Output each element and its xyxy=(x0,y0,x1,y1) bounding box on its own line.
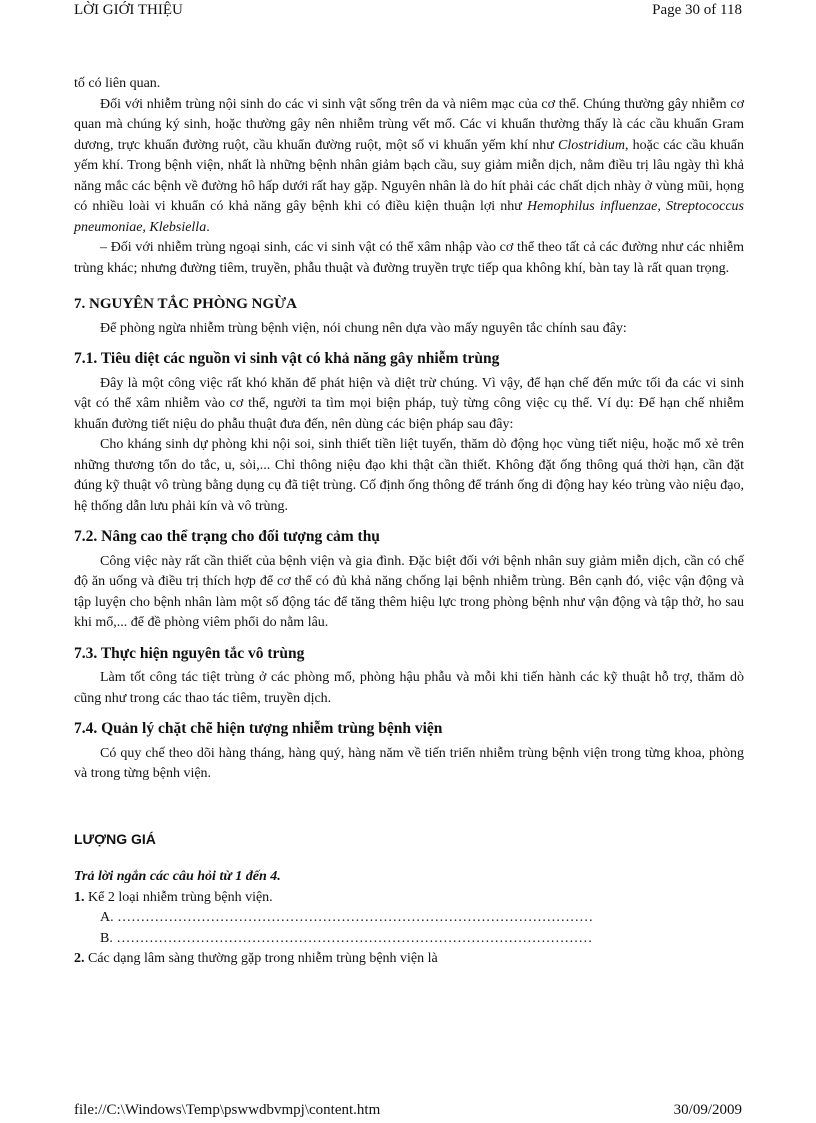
paragraph-endogenous: Đối với nhiễm trùng nội sinh do các vi sinh vật sống trên da và niêm mạc của cơ thể. Chúng thường gây nhiễm cơ quan mà chúng ký sinh, hoặc thường gây nên nhiễm trùng vết mổ. Các vi khuẩn thường thấy là các cầu khuẩn Gram dương, trực khuẩn đường ruột, cầu khuẩn đường ruột, một số vi khuẩn yếm khí như Clostridium, hoặc các cầu khuẩn yếm khí. Trong bệnh viện, nhất là những bệnh nhân giảm bạch cầu, suy giảm miễn dịch, nằm điều trị lâu ngày thì khả năng mắc các bệnh về đường hô hấp dưới rất hay gặp. Nguyên nhân là do hít phải các chất dịch nhày ở vùng mũi, họng có nhiều loài vi khuẩn có khả năng gây bệnh khi có điều kiện thuận lợi như Hemophilus influenzae, Streptococcus pneumoniae, Klebsiella. xyxy=(74,96,745,235)
section-heading-7-2: 7.2. Nâng cao thể trạng cho đối tượng cảm thụ xyxy=(74,528,380,545)
footer-date: 30/09/2009 xyxy=(673,1102,742,1118)
section-heading-7-3: 7.3. Thực hiện nguyên tắc vô trùng xyxy=(74,644,305,662)
paragraph: Đây là một công việc rất khó khăn để phát hiện và diệt trừ chúng. Vì vậy, để hạn chế đến mức tối đa các vi sinh vật có thể xâm nhiễm vào cơ thể, người ta tìm mọi biện pháp, tuỳ từng công việc cụ thể. Ví dụ: Để hạn chế nhiễm khuẩn đường tiết niệu do phẫu thuật đưa đến, nên dùng các biện pháp sau đây: xyxy=(74,375,744,432)
page-number: Page 30 of 118 xyxy=(652,2,742,18)
question-1: 1. Kể 2 loại nhiễm trùng bệnh viện. xyxy=(74,889,273,905)
answer-line-a: A. ………………………………………………………………………………………… xyxy=(100,910,594,925)
assessment-instruction: Trả lời ngắn các câu hỏi từ 1 đến 4. xyxy=(74,869,281,884)
paragraph: Cho kháng sinh dự phòng khi nội soi, sinh thiết tiền liệt tuyến, thăm dò động học vùng tiết niệu, hoặc mổ xẻ trên những thương tổn do tắc, u, sỏi,... Chỉ thông niệu đạo khi thật cần thiết. Không đặt ống thông quá thời hạn, cần đặt đúng kỹ thuật vô trùng bằng dụng cụ đã tiệt trùng. Cố định ống thông để tránh ống di động hay kéo trùng vào niệu đạo, hệ thống dẫn lưu phải kín và vô trùng. xyxy=(74,437,744,514)
paragraph: Có quy chế theo dõi hàng tháng, hàng quý, hàng năm về tiến triển nhiễm trùng bệnh viện trong từng khoa, phòng và trong từng bệnh viện. xyxy=(74,745,744,781)
section-heading-7-1: 7.1. Tiêu diệt các nguồn vi sinh vật có khả năng gây nhiễm trùng xyxy=(74,350,500,367)
footer-file-path: file://C:\Windows\Temp\pswwdbvmpj\content.htm xyxy=(74,1102,381,1118)
paragraph-exogenous: – Đối với nhiễm trùng ngoại sinh, các vi sinh vật có thể xâm nhập vào cơ thể theo tất cả các đường như các nhiễm trùng khác; nhưng đường tiêm, truyền, phẫu thuật và đường truyền trực tiếp qua không khí, bàn tay là rất quan trọng. xyxy=(74,240,744,276)
header-title: LỜI GIỚI THIỆU xyxy=(74,2,183,18)
paragraph: Để phòng ngừa nhiễm trùng bệnh viện, nói chung nên dựa vào mấy nguyên tắc chính sau đây: xyxy=(100,320,627,336)
section-heading-7-4: 7.4. Quản lý chặt chẽ hiện tượng nhiễm trùng bệnh viện xyxy=(74,720,443,737)
paragraph: Làm tốt công tác tiệt trùng ở các phòng mổ, phòng hậu phẫu và mỗi khi tiến hành các kỹ thuật hỗ trợ, thăm dò cũng như trong các thao tác tiêm, truyền dịch. xyxy=(74,670,744,706)
paragraph: tố có liên quan. xyxy=(74,76,161,91)
assessment-heading: LƯỢNG GIÁ xyxy=(74,830,156,847)
section-heading-7: 7. NGUYÊN TẮC PHÒNG NGỪA xyxy=(74,296,297,312)
paragraph: Công việc này rất cần thiết của bệnh viện và gia đình. Đặc biệt đối với bệnh nhân suy giảm miễn dịch, cần có chế độ ăn uống và điều trị thích hợp để cơ thể có đủ khả năng chống lại bệnh nhiễm trùng. Bên cạnh đó, việc vận động và tập luyện cho bệnh nhân làm một số động tác để tăng thêm hiệu lực trong phòng bệnh như vận động và tập thở, ho sau khi mổ,... để đề phòng viêm phổi do nằm lâu. xyxy=(74,553,744,630)
answer-line-b: B. ………………………………………………………………………………………… xyxy=(100,930,593,946)
question-2: 2. Các dạng lâm sàng thường gặp trong nhiễm trùng bệnh viện là xyxy=(74,951,438,966)
document-body xyxy=(74,74,744,970)
genus-name: Clostridium xyxy=(558,137,625,153)
species-names: Hemophilus influenzae, Streptococcus pneumoniae, Klebsiella xyxy=(74,199,745,235)
